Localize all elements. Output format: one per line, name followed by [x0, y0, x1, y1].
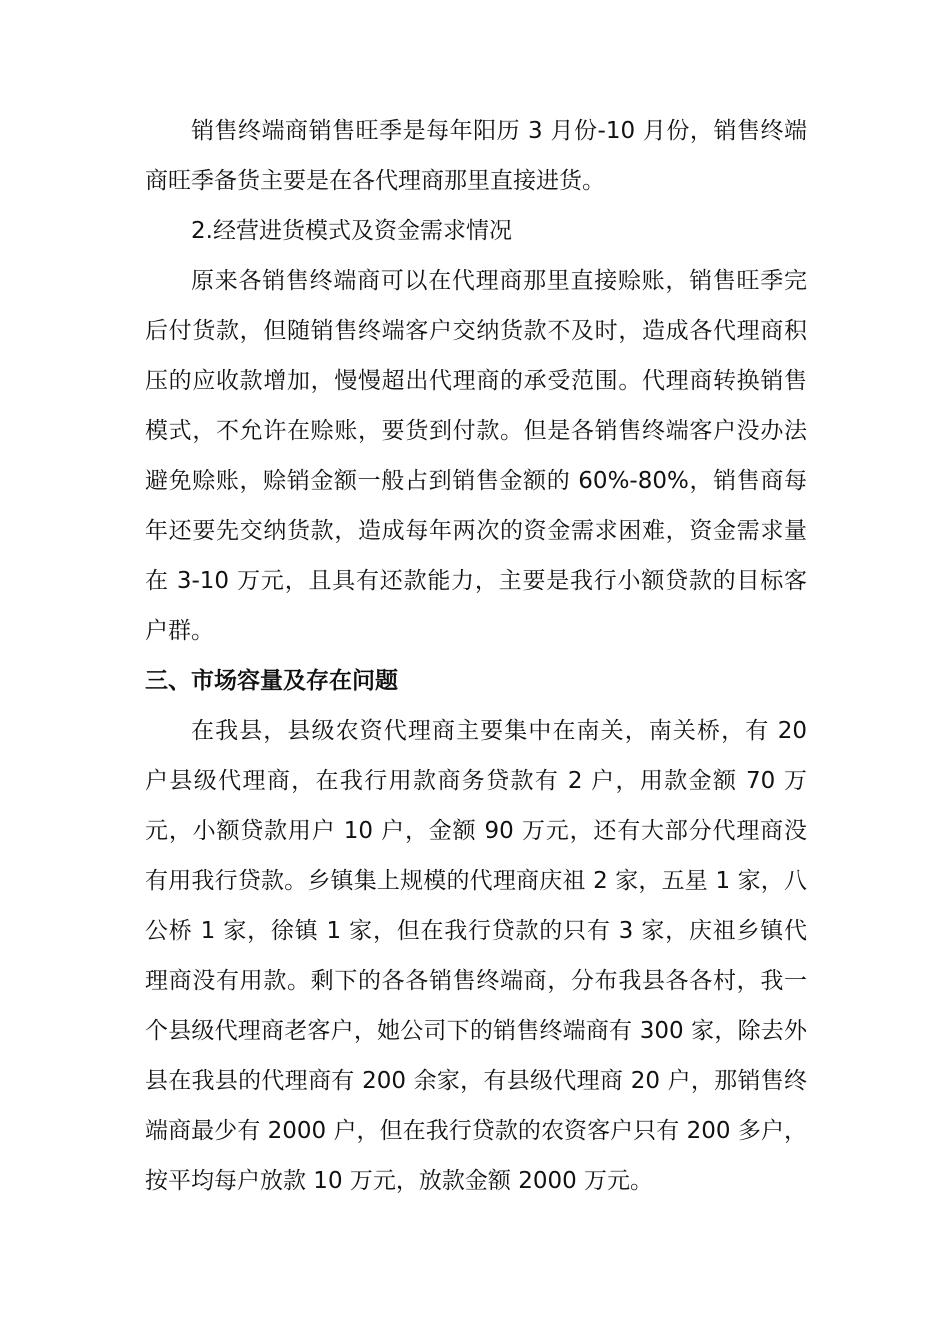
subheading-purchase-mode: 2.经营进货模式及资金需求情况 — [191, 218, 512, 244]
paragraph-peak-season: 销售终端商销售旺季是每年阳历 3 月份-10 月份，销售终端商旺季备货主要是在各代理商那里直接进货。 — [145, 118, 807, 194]
section-heading-market-capacity: 三、市场容量及存在问题 — [145, 668, 398, 694]
paragraph-market-size: 在我县，县级农资代理商主要集中在南关，南关桥，有 20 户县级代理商，在我行用款商务贷款有 2 户，用款金额 70 万元，小额贷款用户 10 户，金额 90 万元，还有大部分代理商没有用我行贷款。乡镇集上规模的代理商庆祖 2 家，五星 1 家，八公桥 1 家，徐镇 1 家，但在我行贷款的只有 3 家，庆祖乡镇代理商没有用款。剩下的各各销售终端商，分布我县各各村，我一个县级代理商老客户，她公司下的销售终端商有 300 家，除去外县在我县的代理商有 200 余家，有县级代理商 20 户，那销售终端商最少有 2000 户，但在我行贷款的农资客户只有 200 多户，按平均每户放款 10 万元，放款金额 2000 万元。 — [145, 718, 807, 1194]
paragraph-credit-demand: 原来各销售终端商可以在代理商那里直接赊账，销售旺季完后付货款，但随销售终端客户交纳货款不及时，造成各代理商积压的应收款增加，慢慢超出代理商的承受范围。代理商转换销售模式，不允许在赊账，要货到付款。但是各销售终端客户没办法避免赊账，赊销金额一般占到销售金额的 60%-80%，销售商每年还要先交纳货款，造成每年两次的资金需求困难，资金需求量在 3-10 万元，且具有还款能力，主要是我行小额贷款的目标客户群。 — [145, 268, 807, 644]
document-body — [145, 106, 807, 1206]
